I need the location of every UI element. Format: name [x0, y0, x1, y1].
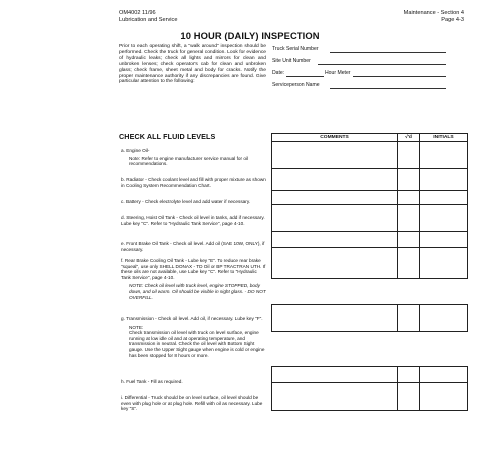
item-g-note-label: NOTE:: [129, 324, 144, 330]
serviceperson-label: Serviceperson Name: [272, 82, 320, 88]
table-row: [272, 305, 468, 332]
section-label: Maintenance - Section 4: [403, 10, 464, 16]
doc-header-right: [384, 10, 464, 23]
comments-cell[interactable]: [272, 191, 398, 205]
check-cell[interactable]: [398, 367, 420, 383]
check-cell[interactable]: [398, 205, 420, 232]
table-row: [272, 205, 468, 232]
list-item-d: d. Steering, Hoist Oil Tank - Check oil level in tanks, add if necessary. Lube key "C". Refer to "Hydraulic Tank Service", page 4-10.: [121, 215, 265, 226]
comments-cell[interactable]: [272, 383, 398, 411]
table-row: [272, 169, 468, 191]
serviceperson-field[interactable]: [330, 88, 446, 89]
comments-cell[interactable]: [272, 142, 398, 169]
initials-header: INITIALS: [420, 134, 468, 142]
table-row: [272, 232, 468, 248]
comments-cell[interactable]: [272, 248, 398, 279]
table-header-row: [272, 134, 468, 142]
list-item-c: c. Battery - Check electrolyte level and add water if necessary.: [121, 199, 251, 204]
check-cell[interactable]: [398, 305, 420, 332]
table-row: [272, 383, 468, 411]
initials-cell[interactable]: [420, 232, 468, 248]
check-cell[interactable]: [398, 383, 420, 411]
check-cell[interactable]: [398, 142, 420, 169]
site-unit-label: Site Unit Number: [272, 58, 311, 64]
check-cell[interactable]: [398, 169, 420, 191]
comments-cell[interactable]: [272, 232, 398, 248]
list-item-a: [121, 148, 266, 167]
hour-meter-label: Hour Meter: [325, 70, 351, 76]
section-heading: CHECK ALL FLUID LEVELS: [119, 132, 216, 141]
doc-subtitle: Lubrication and Service: [119, 16, 178, 23]
list-item-h: h. Fuel Tank - Fill as required.: [121, 379, 183, 384]
list-item-b: b. Radiator - Check coolant level and fill with proper mixture as shown in Cooling System Recommendation Chart.: [121, 177, 266, 188]
table-row: [272, 367, 468, 383]
initials-cell[interactable]: [420, 367, 468, 383]
date-label: Date:: [272, 70, 285, 76]
comments-cell[interactable]: [272, 205, 398, 232]
initials-cell[interactable]: [420, 169, 468, 191]
hour-meter-field[interactable]: [353, 76, 446, 77]
truck-serial-field[interactable]: [330, 52, 446, 53]
table-row: [272, 248, 468, 279]
check-cell[interactable]: [398, 248, 420, 279]
initials-cell[interactable]: [420, 248, 468, 279]
initials-cell[interactable]: [420, 383, 468, 411]
comments-cell[interactable]: [272, 367, 398, 383]
table-row: [272, 142, 468, 169]
check-cell[interactable]: [398, 191, 420, 205]
date-field[interactable]: [286, 76, 324, 77]
comments-cell[interactable]: [272, 169, 398, 191]
initials-cell[interactable]: [420, 191, 468, 205]
truck-serial-label: Truck Serial Number: [272, 46, 319, 52]
table-gap: [272, 279, 468, 305]
table-row: [272, 191, 468, 205]
comments-header: COMMENTS: [272, 134, 398, 142]
comments-cell[interactable]: [272, 305, 398, 332]
initials-cell[interactable]: [420, 205, 468, 232]
list-item-e: e. Front Brake Oil Tank - Check oil level. Add oil (SAE 10W, ONLY), if necessary.: [121, 241, 265, 252]
checked-header: √'d: [398, 134, 420, 142]
item-a-label: a. Engine Oil-: [121, 148, 150, 153]
item-a-note: Note: Refer to engine manufacturer service manual for oil recommendations.: [129, 155, 249, 167]
item-f-note: NOTE: Check oil level with truck level, engine STOPPED, body down, and oil warm. Oil should be visible in sight glass. - DO NOT OVERFILL.: [129, 283, 266, 300]
check-cell[interactable]: [398, 232, 420, 248]
initials-cell[interactable]: [420, 142, 468, 169]
list-item-g: [121, 316, 266, 358]
list-item-i: i. Differential - Truck should be on level surface, oil level should be even with plug hole or at plug hole. Refill with oil as necessary. Lube key "S".: [121, 395, 263, 412]
item-g-text: g. Transmission - Check oil level. Add oil, if necessary. Lube key "F".: [121, 316, 263, 321]
page-title: 10 HOUR (DAILY) INSPECTION: [180, 30, 320, 41]
intro-paragraph: Prior to each operating shift, a "walk around" inspection should be performed. Check the truck for general condition. Look for evidence of hydraulic leaks; check all lights and mirrors for clean and unbroken lenses; check operator's cab for clean and unbroken glass; check frame, sheet metal and body for cracks. Notify the proper maintenance authority if any discrepancies are found. Give particular attention to the following:: [119, 44, 266, 85]
site-unit-field[interactable]: [318, 64, 446, 65]
page-number: Page 4-3: [441, 16, 464, 23]
item-f-text: f. Rear Brake Cooling Oil Tank - Lube key "E". To reduce rear brake "squeal", use only SHELL DONAX - TD Oil or BP TRACTRAN UTH. If these oils are not available, use Lube key "C". Refer to "Hydraulic Tank Service", page 4-10.: [121, 258, 266, 280]
initials-cell[interactable]: [420, 305, 468, 332]
doc-header-left: [119, 10, 177, 23]
inspection-table: [271, 133, 468, 411]
list-item-f: [121, 258, 266, 300]
doc-code: OM4002 11/96: [119, 10, 156, 16]
table-gap: [272, 332, 468, 367]
item-g-note: Check transmission oil level with truck on level surface, engine running at low idle oil and at operating temperature, and transmission in neutral. Check the oil level with Bottom Sight gauge. Use the Upper Sight gauge when engine is cold or engine has been stopped for 8 hours or more.: [129, 330, 265, 358]
